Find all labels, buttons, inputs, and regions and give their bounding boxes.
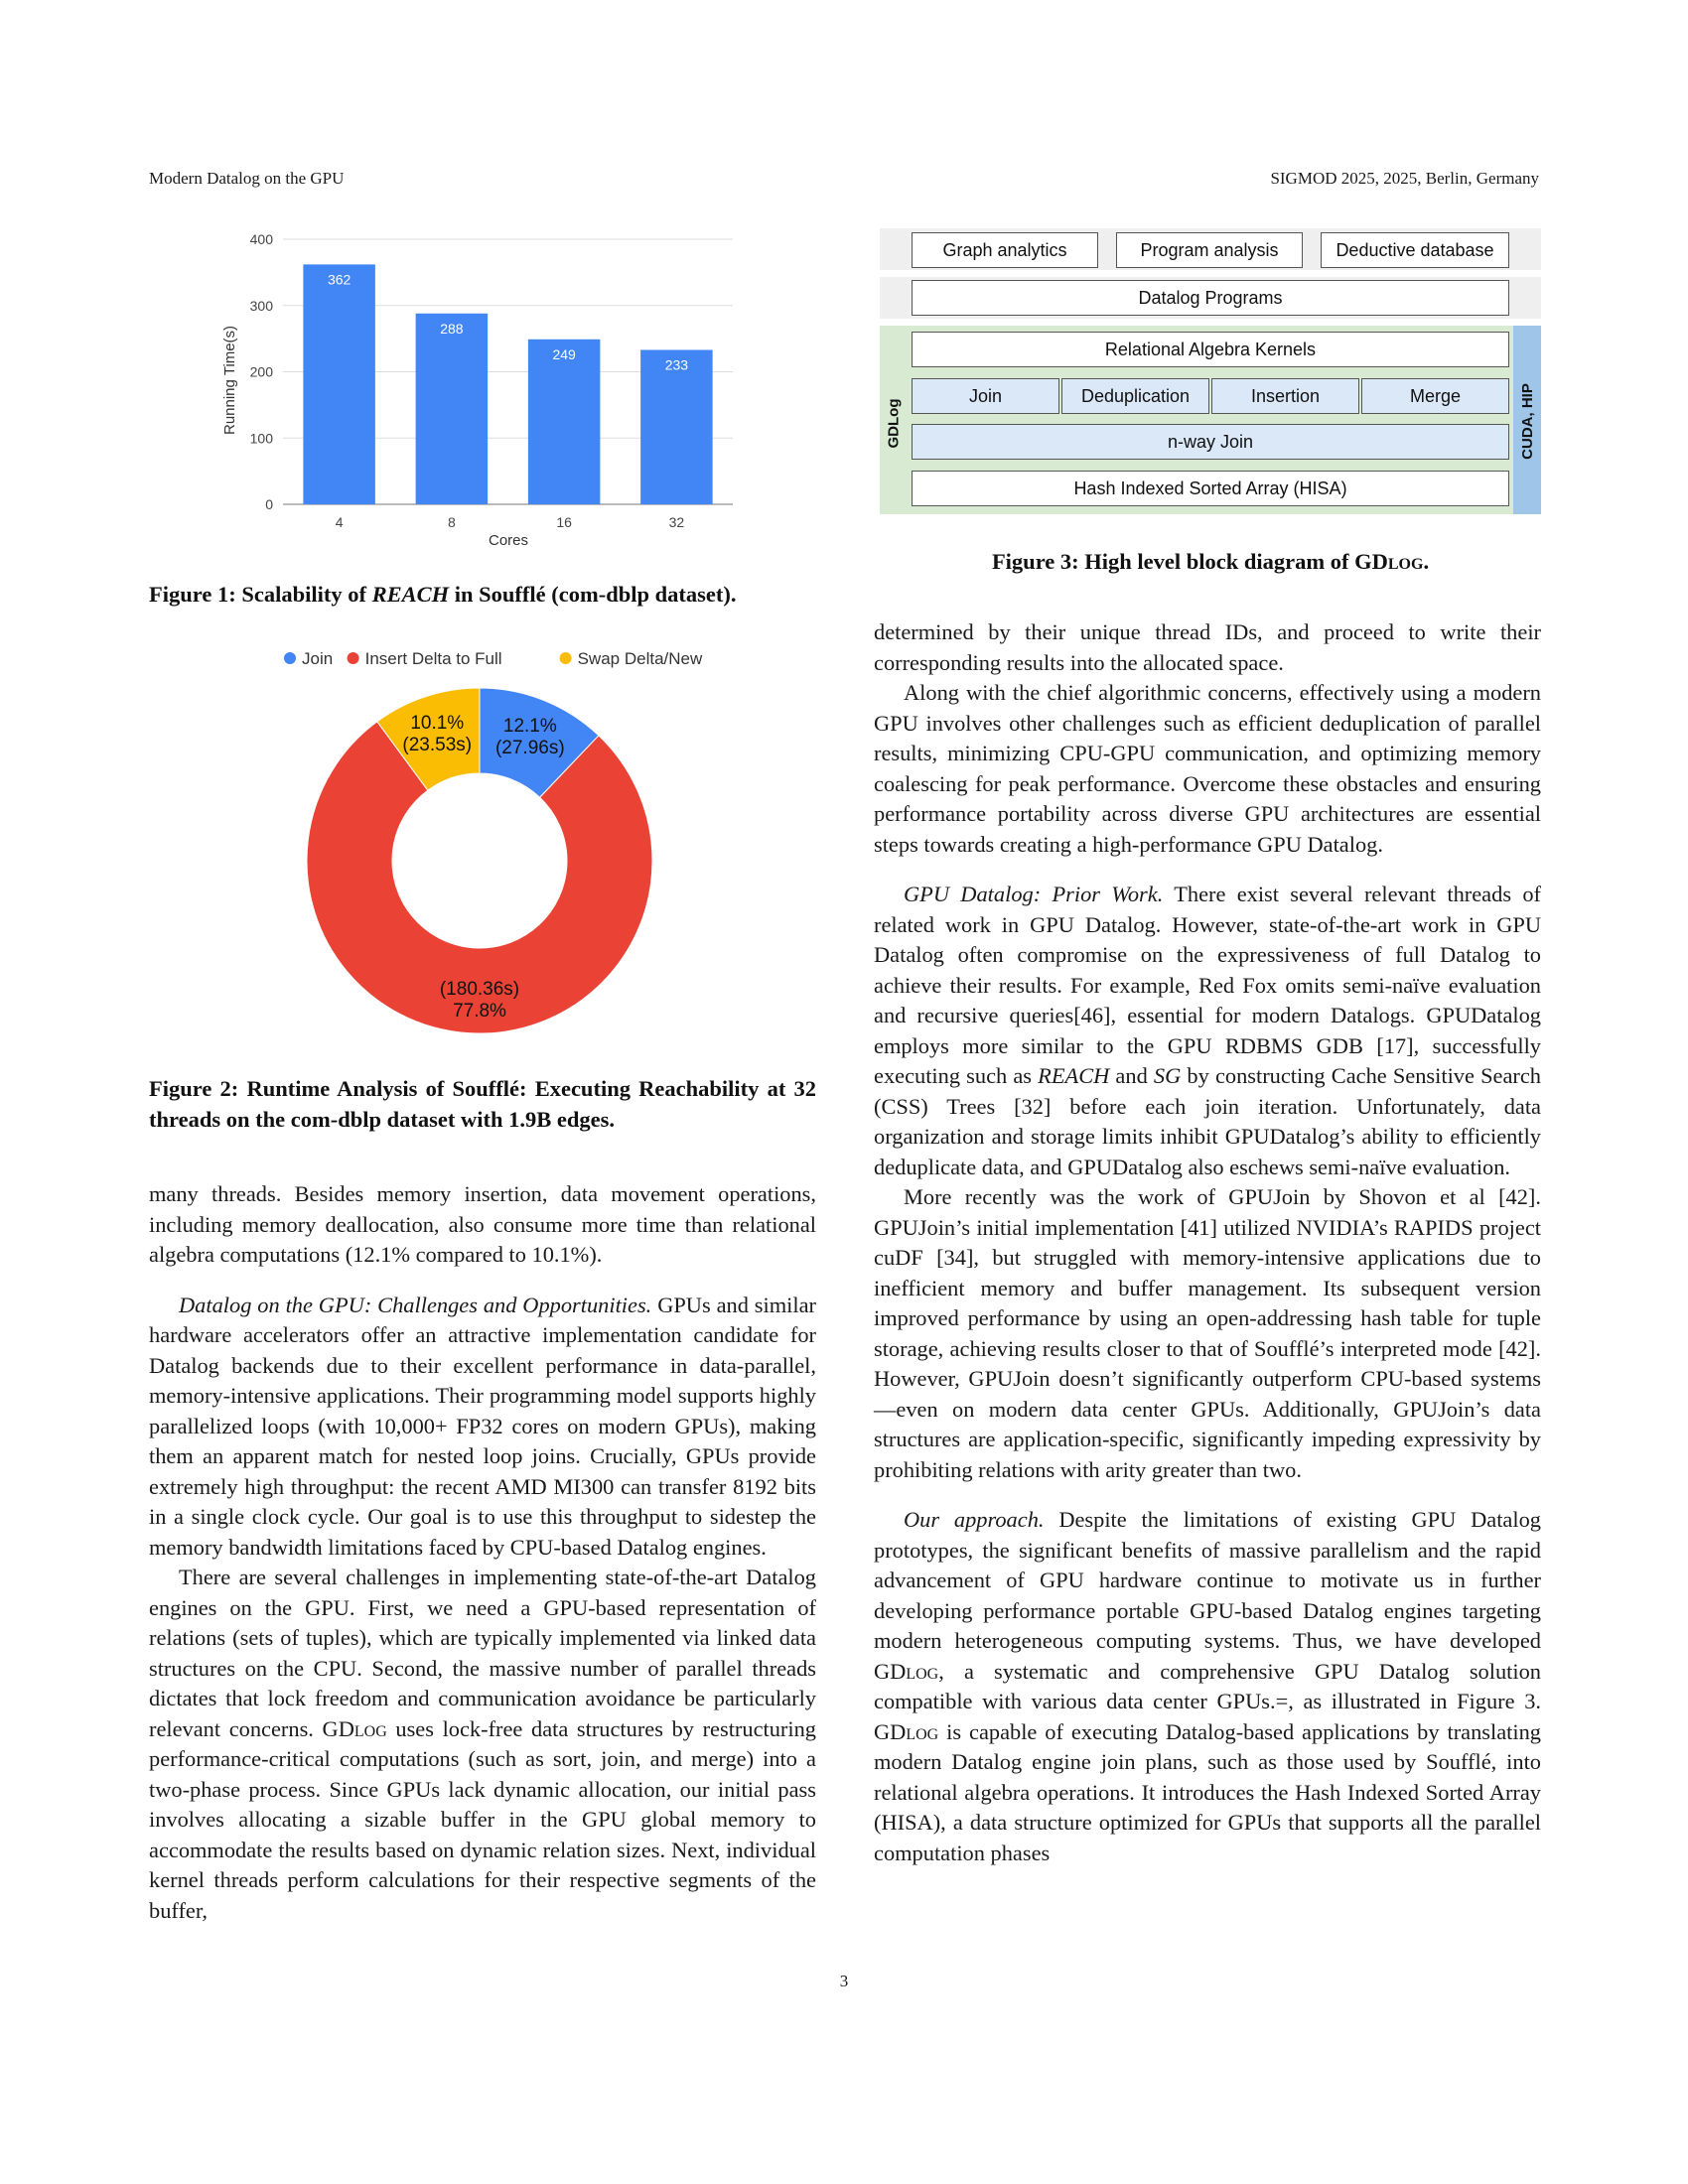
right-paragraph-4: More recently was the work of GPUJoin by Shovon et al [42]. GPUJoin’s initial implementation [41] utilized NVIDIA’s RAPIDS project cuDF [34], but struggled with memory-intensive applications due to inefficient memory and buffer management. Its subsequent version improved performance by using an open-addressing hash table for tuple storage, achieving results closer to that of Soufflé’s interpreted mode [42]. However, GPUJoin doesn’t significantly outperform CPU-based systems—even on modern data center GPUs. Additionally, GPUJoin’s data structures are application-specific, significantly impeding expressivity by prohibiting relations with arity greater than two.	[874, 1184, 1541, 1482]
fig1-y-tick-label: 0	[265, 496, 273, 512]
fig1-data-label: 249	[552, 345, 576, 362]
fig1-y-axis-label: Running Time(s)	[221, 325, 238, 436]
fig2-legend-swatch	[560, 652, 572, 664]
fig2-slice-label-bottom: (27.96s)	[494, 737, 565, 758]
figure2-donut-chart	[268, 640, 725, 1037]
right-column-text	[874, 617, 1541, 1868]
fig1-bar	[640, 349, 712, 504]
right-paragraph-5: Our approach. Despite the limitations of existing GPU Datalog prototypes, the significant benefits of massive parallelism and the rapid advancement of GPU hardware continue to motivate us in further developing performance portable GPU-based Datalog engines targeting modern heterogeneous computing systems. Thus, we have developed GDlog, a systematic and comprehensive GPU Datalog solution compatible with various data center GPUs.=, as illustrated in Figure 3. GDlog is capable of executing Datalog-based applications by translating modern Datalog engine join plans, such as those used by Soufflé, into relational algebra operations. It introduces the Hash Indexed Sorted Array (HISA), a data structure optimized for GPUs that supports all the parallel computation phases	[874, 1507, 1541, 1865]
fig1-y-tick-label: 100	[249, 430, 273, 447]
figure2-caption: Figure 2: Runtime Analysis of Soufflé: Executing Reachability at 32 threads on the com-dblp dataset with 1.9B edges.	[149, 1076, 816, 1132]
block-hisa: Hash Indexed Sorted Array (HISA)	[912, 471, 1509, 506]
running-header-title: Modern Datalog on the GPU	[149, 169, 345, 188]
figure1-bar-chart	[149, 223, 765, 561]
left-paragraph-2: Datalog on the GPU: Challenges and Opportunities. GPUs and similar hardware accelerators offer an attractive implementation candidate for Datalog backends due to their excellent performance in data-parallel, memory-intensive applications. Their programming model supports highly parallelized loops (with 10,000+ FP32 cores on modern GPUs), making them an apparent match for nested loop joins. Crucially, GPUs provide extremely high throughput: the recent AMD MI300 can transfer 8192 bits in a single clock cycle. Our goal is to use this throughput to sidestep the memory bandwidth limitations faced by CPU-based Datalog engines.	[149, 1292, 816, 1560]
block-datalog-programs: Datalog Programs	[912, 280, 1509, 316]
right-paragraph-2: Along with the chief algorithmic concerns, effectively using a modern GPU involves other challenges such as efficient deduplication of parallel results, minimizing CPU-GPU communication, and optimizing memory coalescing for peak performance. Overcome these obstacles and ensuring performance portability across diverse GPU architectures are essential steps towards creating a high-performance GPU Datalog.	[874, 680, 1541, 857]
fig2-legend-label: Join	[302, 649, 334, 668]
fig2-legend-item	[348, 649, 502, 668]
fig1-x-tick-label: 4	[335, 514, 344, 530]
block-insertion: Insertion	[1211, 378, 1359, 414]
fig1-data-label: 288	[440, 320, 464, 337]
fig1-y-tick-label: 300	[249, 297, 273, 314]
fig2-legend-label: Swap Delta/New	[577, 649, 703, 668]
fig1-bar	[416, 314, 488, 504]
fig1-x-tick-label: 8	[447, 514, 456, 530]
fig1-y-tick-label: 200	[249, 363, 273, 380]
fig1-x-axis-label: Cores	[488, 532, 529, 549]
fig1-bar	[528, 340, 600, 504]
fig1-y-tick-label: 400	[249, 231, 273, 247]
right-paragraph-1: determined by their unique thread IDs, and proceed to write their corresponding results into the allocated space.	[874, 619, 1541, 675]
figure1-caption: Figure 1: Scalability of REACH in Soufflé (com-dblp dataset).	[149, 582, 737, 607]
fig2-legend-swatch	[348, 652, 359, 664]
left-column-text	[149, 1179, 816, 1926]
fig2-legend-item	[284, 649, 333, 668]
fig2-legend-swatch	[284, 652, 296, 664]
block-join: Join	[912, 378, 1059, 414]
block-nway-join: n-way Join	[912, 424, 1509, 460]
fig1-x-tick-label: 16	[556, 514, 572, 530]
block-deductive-database: Deductive database	[1321, 232, 1509, 268]
block-deduplication: Deduplication	[1061, 378, 1209, 414]
left-paragraph-1: many threads. Besides memory insertion, data movement operations, including memory deallocation, also consume more time than relational algebra computations (12.1% compared to 10.1%).	[149, 1181, 816, 1267]
fig2-slice-label-top: 10.1%	[410, 712, 465, 734]
fig1-x-tick-label: 32	[668, 514, 685, 530]
fig1-data-label: 362	[327, 271, 352, 288]
fig1-data-label: 233	[664, 356, 689, 373]
block-merge: Merge	[1361, 378, 1509, 414]
left-paragraph-3: There are several challenges in implementing state-of-the-art Datalog engines on the GPU. First, we need a GPU-based representation of relations (sets of tuples), which are typically implemented via linked data structures on the CPU. Second, the massive number of parallel threads dictates that lock freedom and communication avoidance be particularly relevant concerns. GDlog uses lock-free data structures by restructuring performance-critical computations (such as sort, join, and merge) into a two-phase process. Since GPUs lack dynamic allocation, our initial pass involves allocating a sizable buffer in the GPU global memory to accommodate the results based on dynamic relation sizes. Next, individual kernel threads perform calculations for their respective segments of the buffer,	[149, 1565, 817, 1923]
label-gdlog: GDLog	[885, 398, 903, 448]
label-cuda-hip-wrapper	[1513, 382, 1541, 460]
figure3-block-diagram	[880, 228, 1541, 514]
fig2-slice-label-top: (180.36s)	[439, 979, 520, 1000]
label-cuda-hip: CUDA, HIP	[1518, 382, 1536, 460]
figure3-caption: Figure 3: High level block diagram of GDlog.	[991, 549, 1430, 574]
running-header-venue: SIGMOD 2025, 2025, Berlin, Germany	[1270, 169, 1539, 188]
fig2-legend-item	[560, 649, 703, 668]
block-program-analysis: Program analysis	[1116, 232, 1303, 268]
fig2-legend-label: Insert Delta to Full	[364, 649, 502, 668]
page-number: 3	[839, 1972, 849, 1990]
fig2-slice-label-bottom: (23.53s)	[402, 734, 473, 755]
block-relational-algebra-kernels: Relational Algebra Kernels	[912, 332, 1509, 367]
fig1-bar	[303, 264, 374, 504]
right-paragraph-3: GPU Datalog: Prior Work. There exist several relevant threads of related work in GPU Datalog. However, state-of-the-art work in GPU Datalog often compromise on the expressiveness of full Datalog to achieve their results. For example, Red Fox omits semi-naïve evaluation and recursive queries[46], essential for modern Datalogs. GPUDatalog employs more similar to the GPU RDBMS GDB [17], successfully executing such as REACH and SG by constructing Cache Sensitive Search (CSS) Trees [32] before each join iteration. Unfortunately, data organization and storage limits inhibit GPUDatalog’s ability to efficiently deduplicate data, and GPUDatalog also eschews semi-naïve evaluation.	[874, 882, 1541, 1179]
fig2-slice-label-top: 12.1%	[502, 715, 557, 737]
label-gdlog-wrapper	[882, 398, 906, 448]
fig2-slice-label-bottom: 77.8%	[453, 1001, 506, 1022]
block-graph-analytics: Graph analytics	[912, 232, 1098, 268]
